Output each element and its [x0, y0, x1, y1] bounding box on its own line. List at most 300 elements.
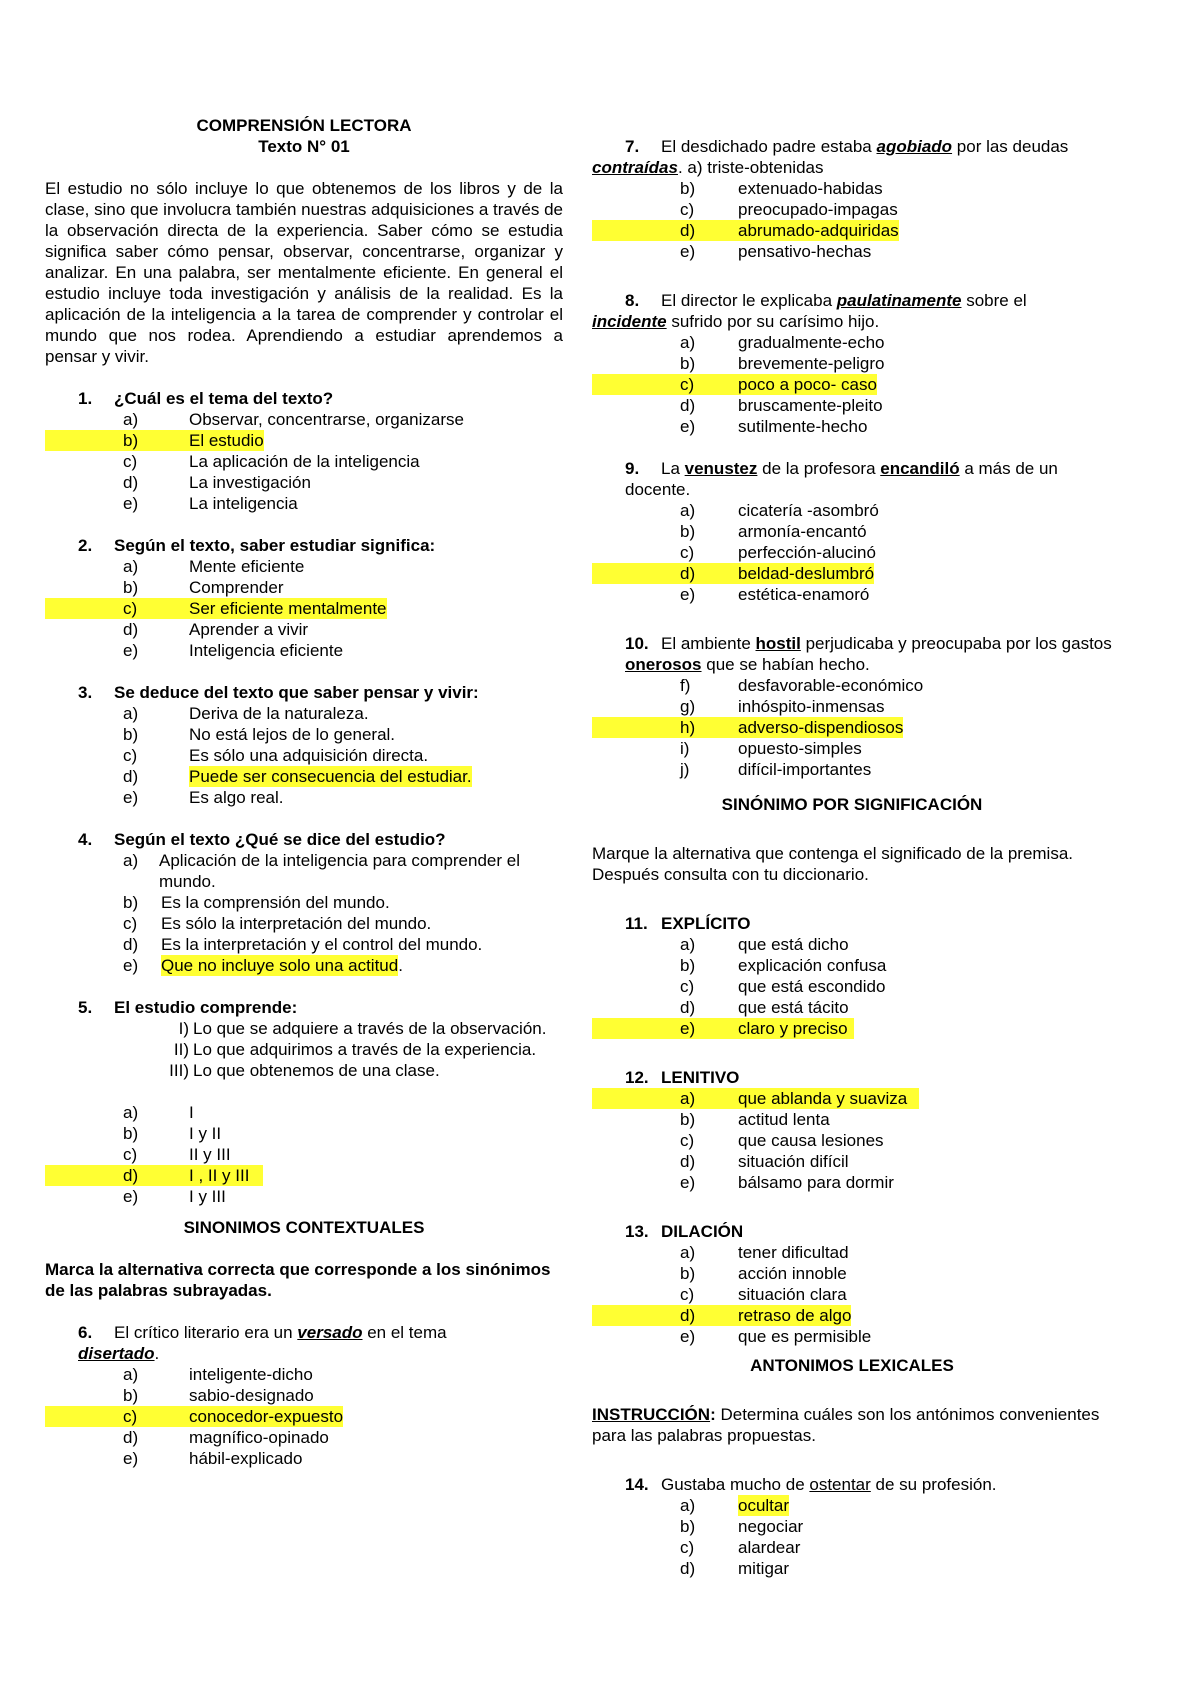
- stem-text: Gustaba mucho de: [661, 1475, 810, 1494]
- underlined-word: versado: [297, 1323, 363, 1342]
- question-text: ¿Cuál es el tema del texto?: [114, 389, 334, 408]
- question-number: 7.: [625, 137, 640, 156]
- option-letter: e): [123, 641, 139, 660]
- section-title-antonimos-lexicales: ANTONIMOS LEXICALES: [750, 1356, 954, 1375]
- stem-text: de la profesora: [757, 459, 881, 478]
- option-text: que es permisible: [738, 1327, 872, 1346]
- question-stem: [592, 1474, 1112, 1495]
- option-letter: a): [592, 1088, 738, 1109]
- question-number: 13.: [625, 1222, 649, 1241]
- question-number: 3.: [78, 683, 93, 702]
- underlined-word: disertado: [78, 1344, 155, 1363]
- option-letter: d): [45, 1165, 189, 1186]
- option-text: que está dicho: [738, 935, 849, 954]
- option[interactable]: [45, 703, 563, 724]
- option-text: situación clara: [738, 1285, 847, 1304]
- option[interactable]: [592, 976, 1112, 997]
- option[interactable]: [45, 472, 563, 493]
- document-subtitle: Texto N° 01: [258, 137, 350, 156]
- stem-text: El director le explicaba: [661, 291, 837, 310]
- document-title: COMPRENSIÓN LECTORA: [196, 116, 412, 135]
- question-number: 11.: [625, 914, 648, 933]
- left-column: [45, 115, 563, 1469]
- option[interactable]: [45, 556, 563, 577]
- option[interactable]: [45, 892, 563, 913]
- question-number: 1.: [78, 389, 93, 408]
- option-text: mitigar: [738, 1559, 790, 1578]
- option[interactable]: [592, 1558, 1112, 1579]
- option-letter: h): [592, 717, 738, 738]
- option[interactable]: [45, 577, 563, 598]
- option-text: bruscamente-pleito: [738, 396, 883, 415]
- option-letter: c): [123, 746, 138, 765]
- option-text: tener dificultad: [738, 1243, 849, 1262]
- option-text: II y III: [189, 1145, 231, 1164]
- option-text: desfavorable-económico: [738, 676, 924, 695]
- option-text: I , II y III: [189, 1165, 263, 1186]
- option-text: I y III: [189, 1187, 226, 1206]
- option[interactable]: [592, 1172, 1112, 1193]
- option[interactable]: [592, 1284, 1112, 1305]
- option-text: Mente eficiente: [189, 557, 305, 576]
- option[interactable]: [592, 997, 1112, 1018]
- option[interactable]: [45, 1102, 563, 1123]
- question-1: [45, 388, 563, 514]
- section-instruction: [592, 1404, 1112, 1446]
- option-letter: a): [680, 501, 696, 520]
- reading-passage: El estudio no sólo incluye lo que obtenemos de los libros y de la clase, sino que involucra también nuestras adquisiciones a través de la observación directa de la experiencia. Saber cómo se estudia significa saber cómo pensar, observar, concentrarse, organizar y analizar. En una palabra, ser mentalmente eficiente. En general el estudio incluye toda investigación y análisis de la realidad. Es la aplicación de la inteligencia a la tarea de comprender y controlar el mundo que nos rodea. Aprendiendo a estudiar aprendemos a pensar y vivir.: [45, 179, 563, 366]
- option-letter: c): [680, 200, 695, 219]
- option-letter: d): [123, 620, 139, 639]
- stem-text: perjudicaba y preocupaba por los gastos: [800, 634, 1112, 653]
- option-letter: a): [680, 333, 696, 352]
- question-number: 5.: [78, 998, 93, 1017]
- option-text: Inteligencia eficiente: [189, 641, 344, 660]
- question-11: [592, 913, 1112, 1039]
- option-text: La aplicación de la inteligencia: [189, 452, 420, 471]
- option-text: retraso de algo: [738, 1306, 852, 1325]
- question-text: Se deduce del texto que saber pensar y vivir:: [114, 683, 479, 702]
- option[interactable]: [45, 850, 563, 892]
- option-letter: c): [123, 1145, 138, 1164]
- option-letter: a): [680, 1496, 696, 1515]
- option-letter: d): [123, 767, 139, 786]
- option-text: No está lejos de lo general.: [189, 725, 396, 744]
- option-letter: d): [592, 563, 738, 584]
- question-text: Según el texto, saber estudiar significa:: [114, 536, 436, 555]
- option-text: Es la comprensión del mundo.: [161, 893, 390, 912]
- option-letter: a): [123, 1365, 139, 1384]
- option-text: alardear: [738, 1538, 801, 1557]
- option-letter: c): [592, 374, 738, 395]
- option[interactable]: [45, 493, 563, 514]
- option-letter: b): [123, 578, 139, 597]
- option-text: perfección-alucinó: [738, 543, 876, 562]
- option-selected[interactable]: [45, 955, 563, 976]
- question-14: [592, 1474, 1112, 1579]
- option-letter: a): [680, 1243, 696, 1262]
- option-letter: e): [680, 417, 696, 436]
- option[interactable]: [45, 1144, 563, 1165]
- option-text: acción innoble: [738, 1264, 847, 1283]
- option[interactable]: [592, 696, 1112, 717]
- option-selected[interactable]: [592, 374, 1112, 395]
- question-10: [592, 633, 1112, 780]
- question-13: [592, 1221, 1112, 1347]
- underlined-word: paulatinamente: [836, 291, 962, 310]
- question-number: 8.: [625, 291, 640, 310]
- instruction-label: INSTRUCCIÓN: [592, 1405, 711, 1424]
- question-7: [592, 136, 1112, 262]
- question-12: [592, 1067, 1112, 1193]
- option-letter: j): [680, 760, 690, 779]
- option[interactable]: [592, 500, 1112, 521]
- option-letter: c): [45, 1406, 189, 1427]
- option-text: I: [189, 1103, 194, 1122]
- option-letter: e): [123, 1187, 139, 1206]
- statement: [45, 1039, 563, 1060]
- option[interactable]: [592, 178, 1112, 199]
- option-selected[interactable]: [592, 1018, 1112, 1039]
- option[interactable]: [592, 934, 1112, 955]
- question-text: DILACIÓN: [661, 1222, 744, 1241]
- statement-number: III): [169, 1061, 189, 1080]
- option[interactable]: [592, 332, 1112, 353]
- option-letter: a): [123, 704, 139, 723]
- option-text: Comprender: [189, 578, 284, 597]
- option-letter: e): [123, 956, 139, 975]
- question-8: [592, 290, 1112, 437]
- underlined-word: contraídas: [592, 158, 678, 177]
- question-9: [592, 458, 1112, 605]
- option-letter: d): [680, 1152, 696, 1171]
- stem-text: . a) triste-obtenidas: [677, 158, 824, 177]
- option-selected[interactable]: [592, 1088, 1112, 1109]
- option-text: conocedor-expuesto: [189, 1407, 344, 1426]
- option[interactable]: [592, 955, 1112, 976]
- stem-text: sufrido por su carísimo hijo.: [666, 312, 880, 331]
- question-stem: [592, 633, 1112, 675]
- option-letter: d): [592, 1305, 738, 1326]
- option-selected[interactable]: [45, 430, 563, 451]
- option-letter: c): [45, 598, 189, 619]
- option[interactable]: [45, 1448, 563, 1469]
- option-letter: d): [680, 1559, 696, 1578]
- option[interactable]: [45, 640, 563, 661]
- option-letter: e): [680, 1327, 696, 1346]
- option-letter: d): [680, 396, 696, 415]
- question-stem-continued: [592, 157, 1112, 178]
- option-letter: c): [123, 914, 138, 933]
- option-text: extenuado-habidas: [738, 179, 883, 198]
- option-text: que está tácito: [738, 998, 849, 1017]
- option-letter: b): [680, 354, 696, 373]
- option[interactable]: [592, 1130, 1112, 1151]
- question-number: 10.: [625, 634, 649, 653]
- option-letter: e): [680, 585, 696, 604]
- option-text: Es algo real.: [189, 788, 284, 807]
- option-letter: a): [123, 1103, 139, 1122]
- option-text: brevemente-peligro: [738, 354, 885, 373]
- option[interactable]: [592, 759, 1112, 780]
- option-text: magnífico-opinado: [189, 1428, 329, 1447]
- option-letter: b): [123, 893, 139, 912]
- instruction-text: Determina cuáles son los antónimos convenientes para las palabras propuestas.: [592, 1405, 1100, 1445]
- section-title-sinonimo-por-significacion: SINÓNIMO POR SIGNIFICACIÓN: [721, 795, 983, 814]
- option-letter: c): [680, 543, 695, 562]
- option-text: La inteligencia: [189, 494, 298, 513]
- question-text: Según el texto ¿Qué se dice del estudio?: [114, 830, 446, 849]
- option-letter: g): [680, 697, 696, 716]
- option-letter: d): [680, 998, 696, 1017]
- underlined-word: agobiado: [876, 137, 953, 156]
- option-text: inteligente-dicho: [189, 1365, 313, 1384]
- option-letter: b): [680, 1264, 696, 1283]
- option[interactable]: [45, 1364, 563, 1385]
- option-text: que ablanda y suaviza: [738, 1088, 919, 1109]
- section-title-sinonimos-contextuales: SINONIMOS CONTEXTUALES: [183, 1218, 425, 1237]
- option-letter: e): [123, 788, 139, 807]
- question-2: [45, 535, 563, 661]
- option-selected[interactable]: [592, 1495, 1112, 1516]
- option-text: La investigación: [189, 473, 311, 492]
- underlined-word: venustez: [684, 459, 758, 478]
- option[interactable]: [592, 738, 1112, 759]
- option-text: actitud lenta: [738, 1110, 830, 1129]
- option-text: Es sólo una adquisición directa.: [189, 746, 429, 765]
- option-letter: b): [45, 430, 189, 451]
- option-letter: a): [680, 935, 696, 954]
- option[interactable]: [45, 1427, 563, 1448]
- option-letter: e): [680, 1173, 696, 1192]
- option-text: sabio-designado: [189, 1386, 314, 1405]
- option-text: Que no incluye solo una actitud: [161, 956, 399, 975]
- option[interactable]: [592, 1537, 1112, 1558]
- option[interactable]: [592, 199, 1112, 220]
- option-letter: e): [123, 1449, 139, 1468]
- option-letter: d): [123, 935, 139, 954]
- option[interactable]: [592, 1516, 1112, 1537]
- option-letter: c): [123, 452, 138, 471]
- question-6: [45, 1322, 563, 1469]
- underlined-word: onerosos: [625, 655, 702, 674]
- right-column: [592, 136, 1112, 1579]
- option[interactable]: [45, 934, 563, 955]
- option-letter: b): [680, 956, 696, 975]
- option[interactable]: [592, 241, 1112, 262]
- option-letter: d): [123, 1428, 139, 1447]
- option-letter: a): [123, 851, 139, 870]
- stem-text: a más de un docente.: [625, 459, 1058, 499]
- option-selected[interactable]: [592, 563, 1112, 584]
- stem-text: La: [661, 459, 685, 478]
- question-stem: [45, 1322, 563, 1364]
- option-letter: c): [680, 1538, 695, 1557]
- option-letter: i): [680, 739, 690, 758]
- option-letter: b): [123, 1386, 139, 1405]
- option-text: gradualmente-echo: [738, 333, 885, 352]
- option-letter: b): [123, 725, 139, 744]
- option-letter: b): [680, 1110, 696, 1129]
- option-selected[interactable]: [45, 1406, 563, 1427]
- stem-text: .: [154, 1344, 160, 1363]
- option-letter: a): [123, 557, 139, 576]
- option-text: beldad-deslumbró: [738, 564, 875, 583]
- option[interactable]: [45, 1123, 563, 1144]
- statement-number: II): [173, 1040, 189, 1059]
- stem-text: en el tema: [362, 1323, 447, 1342]
- stem-text: El crítico literario era un: [114, 1323, 298, 1342]
- option[interactable]: [45, 451, 563, 472]
- option[interactable]: [45, 745, 563, 766]
- option-text: estética-enamoró: [738, 585, 870, 604]
- option[interactable]: [592, 395, 1112, 416]
- option[interactable]: [45, 1385, 563, 1406]
- option-tail: .: [398, 956, 403, 975]
- option-text: ocultar: [738, 1496, 790, 1515]
- option-letter: d): [123, 473, 139, 492]
- section-instruction: Marque la alternativa que contenga el significado de la premisa. Después consulta con tu diccionario.: [592, 844, 1074, 884]
- option-text: abrumado-adquiridas: [738, 221, 899, 240]
- question-number: 9.: [625, 459, 640, 478]
- option-selected[interactable]: [592, 220, 1112, 241]
- option-text: negociar: [738, 1517, 804, 1536]
- option-letter: b): [680, 522, 696, 541]
- option-text: Aplicación de la inteligencia para comprender el mundo.: [159, 851, 520, 891]
- option-letter: e): [680, 242, 696, 261]
- question-stem: [592, 458, 1112, 500]
- underlined-word: hostil: [755, 634, 801, 653]
- option-letter: c): [680, 1285, 695, 1304]
- option[interactable]: [45, 913, 563, 934]
- option-letter: c): [680, 1131, 695, 1150]
- option[interactable]: [592, 521, 1112, 542]
- option-text: adverso-dispendiosos: [738, 718, 904, 737]
- question-stem-continued: [592, 311, 1112, 332]
- option-text: hábil-explicado: [189, 1449, 303, 1468]
- option-letter: c): [680, 977, 695, 996]
- option-text: situación difícil: [738, 1152, 849, 1171]
- question-5: [45, 997, 563, 1207]
- option-selected[interactable]: [592, 717, 1112, 738]
- option-selected[interactable]: [45, 766, 563, 787]
- stem-text: El ambiente: [661, 634, 756, 653]
- question-number: 6.: [78, 1323, 93, 1342]
- option[interactable]: [592, 1151, 1112, 1172]
- option-text: claro y preciso: [738, 1018, 854, 1039]
- instruction-colon: :: [710, 1405, 716, 1424]
- question-number: 2.: [78, 536, 93, 555]
- question-4: [45, 829, 563, 976]
- question-text: El estudio comprende:: [114, 998, 298, 1017]
- statement: [45, 1018, 563, 1039]
- option-text: Deriva de la naturaleza.: [189, 704, 369, 723]
- option[interactable]: [45, 619, 563, 640]
- question-number: 4.: [78, 830, 93, 849]
- statement: [45, 1060, 563, 1081]
- option[interactable]: [592, 675, 1112, 696]
- option-text: Ser eficiente mentalmente: [189, 599, 387, 618]
- option-letter: b): [123, 1124, 139, 1143]
- statement-number: I): [178, 1019, 189, 1038]
- option-text: Es sólo la interpretación del mundo.: [161, 914, 432, 933]
- option[interactable]: [45, 1186, 563, 1207]
- question-stem: [592, 136, 1112, 157]
- option[interactable]: [592, 1109, 1112, 1130]
- option[interactable]: [592, 1242, 1112, 1263]
- option[interactable]: [45, 409, 563, 430]
- option-text: Es la interpretación y el control del mundo.: [161, 935, 483, 954]
- option-text: Observar, concentrarse, organizarse: [189, 410, 464, 429]
- option-text: sutilmente-hecho: [738, 417, 868, 436]
- option[interactable]: [592, 584, 1112, 605]
- underlined-word: encandiló: [880, 459, 960, 478]
- option-letter: a): [123, 410, 139, 429]
- option[interactable]: [45, 724, 563, 745]
- option-text: pensativo-hechas: [738, 242, 872, 261]
- option-letter: f): [680, 676, 691, 695]
- option-text: I y II: [189, 1124, 222, 1143]
- option-letter: d): [592, 220, 738, 241]
- option[interactable]: [592, 1263, 1112, 1284]
- question-stem: [592, 290, 1112, 311]
- option-letter: e): [592, 1018, 738, 1039]
- option-text: armonía-encantó: [738, 522, 867, 541]
- option-text: El estudio: [189, 431, 264, 450]
- question-number: 12.: [625, 1068, 649, 1087]
- underlined-word: incidente: [592, 312, 667, 331]
- option[interactable]: [592, 542, 1112, 563]
- underlined-word: ostentar: [809, 1475, 871, 1494]
- section-instruction: Marca la alternativa correcta que corresponde a los sinónimos de las palabras subrayadas.: [45, 1260, 551, 1300]
- option[interactable]: [592, 1326, 1112, 1347]
- option-text: explicación confusa: [738, 956, 887, 975]
- option-text: bálsamo para dormir: [738, 1173, 894, 1192]
- option-text: preocupado-impagas: [738, 200, 898, 219]
- option-selected[interactable]: [592, 1305, 1112, 1326]
- question-text: EXPLÍCITO: [661, 914, 751, 933]
- statement-text: Lo que obtenemos de una clase.: [193, 1061, 440, 1080]
- question-number: 14.: [625, 1475, 649, 1494]
- stem-text: El desdichado padre estaba: [661, 137, 877, 156]
- option[interactable]: [592, 353, 1112, 374]
- option-text: que causa lesiones: [738, 1131, 884, 1150]
- stem-text: de su profesión.: [870, 1475, 997, 1494]
- option-letter: b): [680, 179, 696, 198]
- option[interactable]: [592, 416, 1112, 437]
- stem-text: sobre el: [961, 291, 1027, 310]
- option-text: Puede ser consecuencia del estudiar.: [189, 767, 472, 786]
- option-letter: e): [123, 494, 139, 513]
- stem-text: que se habían hecho.: [701, 655, 870, 674]
- option[interactable]: [45, 787, 563, 808]
- option-selected[interactable]: [45, 1165, 563, 1186]
- option-text: Aprender a vivir: [189, 620, 309, 639]
- option-selected[interactable]: [45, 598, 563, 619]
- option-letter: b): [680, 1517, 696, 1536]
- option-text: difícil-importantes: [738, 760, 872, 779]
- question-text: LENITIVO: [661, 1068, 740, 1087]
- option-text: cicatería -asombró: [738, 501, 879, 520]
- question-3: [45, 682, 563, 808]
- option-text: poco a poco- caso: [738, 375, 877, 394]
- option-text: que está escondido: [738, 977, 886, 996]
- option-text: inhóspito-inmensas: [738, 697, 885, 716]
- stem-text: por las deudas: [952, 137, 1069, 156]
- statement-text: Lo que se adquiere a través de la observación.: [193, 1019, 547, 1038]
- statement-text: Lo que adquirimos a través de la experiencia.: [193, 1040, 537, 1059]
- option-text: opuesto-simples: [738, 739, 862, 758]
